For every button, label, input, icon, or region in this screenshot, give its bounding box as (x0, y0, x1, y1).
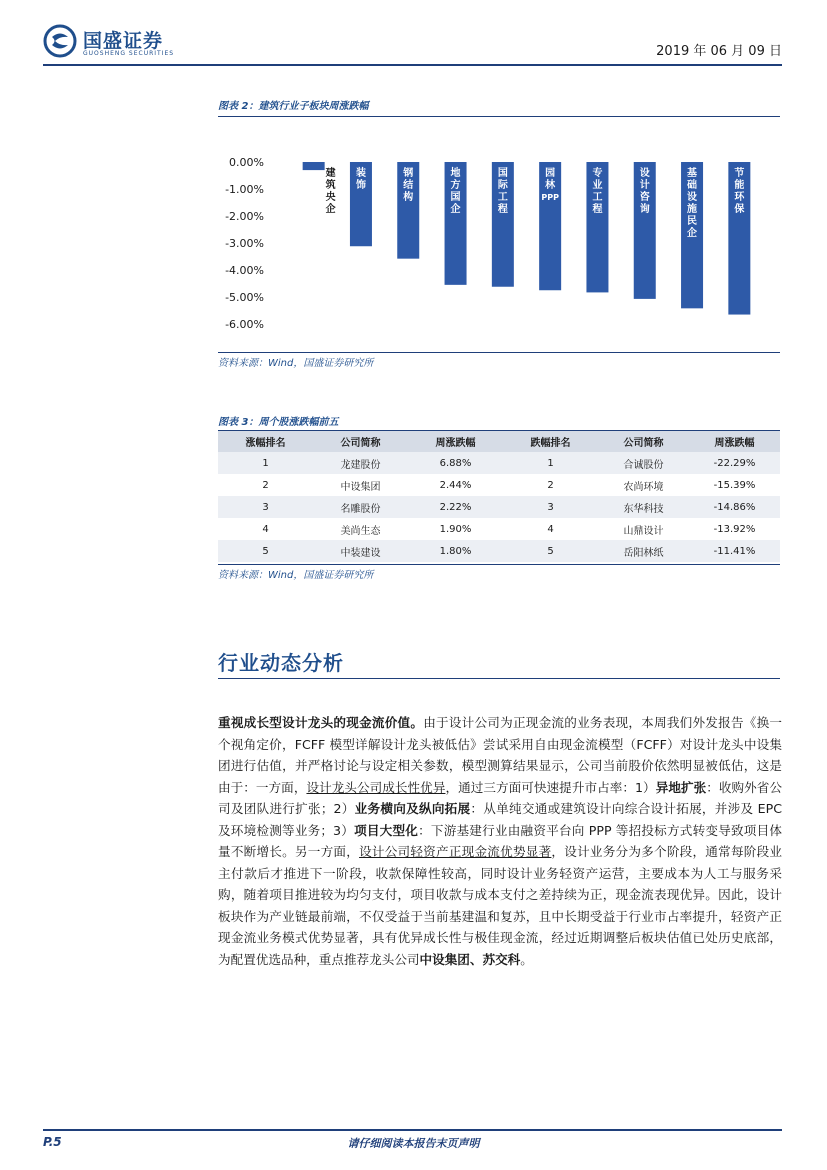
section-divider (218, 678, 780, 679)
table-cell: 名雕股份 (313, 496, 408, 518)
category-label: 基础设施民企 (687, 168, 698, 239)
category-label: 钢结构 (403, 168, 414, 203)
figure2-caption: 图表 2：建筑行业子板块周涨跌幅 (218, 101, 369, 112)
table-cell: 山鼎设计 (623, 525, 664, 537)
table-cell: 1.80% (408, 540, 503, 562)
para-lead: 重视成长型设计龙头的现金流价值。 (218, 715, 424, 730)
y-tick-label: -2.00% (225, 210, 264, 223)
figure2-caption-rule (218, 116, 780, 117)
table-cell: 6.88% (408, 452, 503, 474)
table-cell: 5 (218, 540, 313, 562)
bars (303, 162, 751, 315)
header-rise-company: 公司简称 (313, 431, 408, 452)
para-text: 由于设计公司为正现金流的业务表现，本周我们外发报告《换一个视角定价，FCFF 模型详解设计龙头被低估》尝试采用自由现金流模型（FCFF）对设计龙头中设集团进行估值，并严格讨论与设定相关参数，模型测算结果显示，公司当前股价依然明显被低估，这是由于：一方面， (218, 715, 783, 795)
table-cell: 美尚生态 (340, 525, 381, 537)
para-bold: 业务横向及纵向拓展 (354, 801, 471, 816)
table-cell: 3 (218, 496, 313, 518)
table-cell: 3 (503, 496, 598, 518)
table-cell: 5 (503, 540, 598, 562)
table-cell: 农尚环境 (623, 481, 664, 493)
table-cell: 龙建股份 (313, 452, 408, 474)
y-tick-label: -4.00% (225, 264, 264, 277)
table-row (218, 496, 780, 518)
table-cell: 中装建设 (313, 540, 408, 562)
company-logo (43, 24, 183, 64)
category-label: 建筑央企 (325, 168, 336, 215)
footer-disclaimer: 请仔细阅读本报告末页声明 (347, 1137, 480, 1150)
bar (303, 162, 325, 170)
page-number: P.5 (43, 1135, 62, 1149)
y-tick-label: -3.00% (225, 237, 264, 250)
category-label: 装饰 (355, 168, 366, 191)
table-cell: 2.22% (408, 496, 503, 518)
table-row (218, 452, 780, 474)
table-cell: 2.44% (439, 479, 472, 491)
para-text: ：下游基建行业由融资平台向 PPP 等招投标方式转变导致项目体量不断增长。另一方面， (218, 822, 783, 859)
table-cell: -22.29% (689, 452, 780, 474)
y-axis-labels (225, 156, 264, 331)
y-tick-label: -5.00% (225, 291, 264, 304)
header-fall-rank: 跌幅排名 (503, 431, 598, 452)
y-tick-label: -6.00% (225, 318, 264, 331)
header-rise-change: 周涨跌幅 (408, 431, 503, 452)
category-label: 专业工程 (592, 168, 603, 215)
table-row (218, 474, 780, 496)
logo-mark-icon (43, 24, 77, 58)
table-cell: 4 (262, 523, 269, 535)
table-cell: 合诚股份 (598, 452, 689, 474)
company-name: 国盛证券 (83, 30, 164, 52)
para-text: ，设计业务分为多个阶段，通常每阶段业主付款后才推进下一阶段，收款保障性较高，同时设计业务轻资产运营，主要成本为人工与服务采购，随着项目推进较为均匀支付，项目收款与成本支付之差持续为正，现金流表现优异。因此，设计板块作为产业链最前端，不仅受益于当前基建温和复苏，且中长期受益于行业市占率提升，轻资产正现金流业务模式优势显著，具有优异成长性与极佳现金流，经过近期调整后板块估值已处历史底部，为配置优选品种，重点推荐龙头公司 (218, 844, 783, 967)
footer-divider (43, 1129, 782, 1131)
company-sub-name: GUOSHENG SECURITIES (83, 50, 175, 57)
table-cell: 岳阳林纸 (598, 540, 689, 562)
para-bold: 中设集团、苏交科 (419, 951, 521, 967)
top5-stocks-table (218, 431, 780, 562)
para-bold: 异地扩张 (655, 779, 707, 795)
figure3-source-rule (218, 564, 780, 565)
y-tick-label: 0.00% (229, 156, 264, 169)
table-cell: 4 (547, 523, 554, 535)
table-cell: 中设集团 (340, 481, 381, 493)
header-divider (43, 64, 782, 66)
header-rise-rank: 涨幅排名 (218, 431, 313, 452)
category-label: 国际工程 (497, 168, 508, 215)
table-cell: -13.92% (713, 523, 756, 535)
category-label: 园林 PPP (541, 168, 559, 202)
category-label: 地方国企 (450, 168, 461, 215)
table-header-row (218, 431, 780, 452)
para-underline: 设计龙头公司成长性优异 (306, 779, 446, 795)
category-label: 节能环保 (734, 168, 745, 215)
y-tick-label: -1.00% (225, 183, 264, 196)
table-row (218, 540, 780, 562)
table-cell: -11.41% (689, 540, 780, 562)
table-cell: 2 (262, 479, 269, 491)
para-underline: 设计公司轻资产正现金流优势显著 (359, 844, 552, 859)
sector-weekly-change-chart (218, 130, 778, 340)
figure3-caption: 图表 3：周个股涨跌幅前五 (218, 417, 339, 428)
para-text: ，通过三方面可快速提升市占率：1） (445, 779, 656, 795)
table-cell: -15.39% (713, 479, 756, 491)
table-cell: 2 (547, 479, 554, 491)
table-cell: 1 (503, 452, 598, 474)
header-fall-company: 公司简称 (598, 431, 689, 452)
category-label: 设计咨询 (639, 168, 650, 215)
table-row (218, 518, 780, 540)
table-cell: -14.86% (689, 496, 780, 518)
figure2-source-rule (218, 352, 780, 353)
analysis-paragraph (218, 712, 782, 970)
para-text: ：收购外省公司及团队进行扩张；2） (218, 779, 783, 816)
figure2-source: 资料来源：Wind，国盛证券研究所 (218, 358, 374, 369)
report-date: 2019 年 06 月 09 日 (656, 44, 782, 59)
section-title: 行业动态分析 (218, 651, 344, 675)
para-text: 。 (520, 951, 533, 967)
header-fall-change: 周涨跌幅 (689, 431, 780, 452)
table-cell: 1.90% (439, 523, 472, 535)
para-bold: 项目大型化 (354, 822, 419, 838)
table-cell: 东华科技 (598, 496, 689, 518)
figure3-source: 资料来源：Wind，国盛证券研究所 (218, 570, 374, 581)
table-cell: 1 (218, 452, 313, 474)
para-text: ：从单纯交通或建筑设计向综合设计拓展，并涉及 EPC 及环境检测等业务；3） (218, 801, 782, 838)
